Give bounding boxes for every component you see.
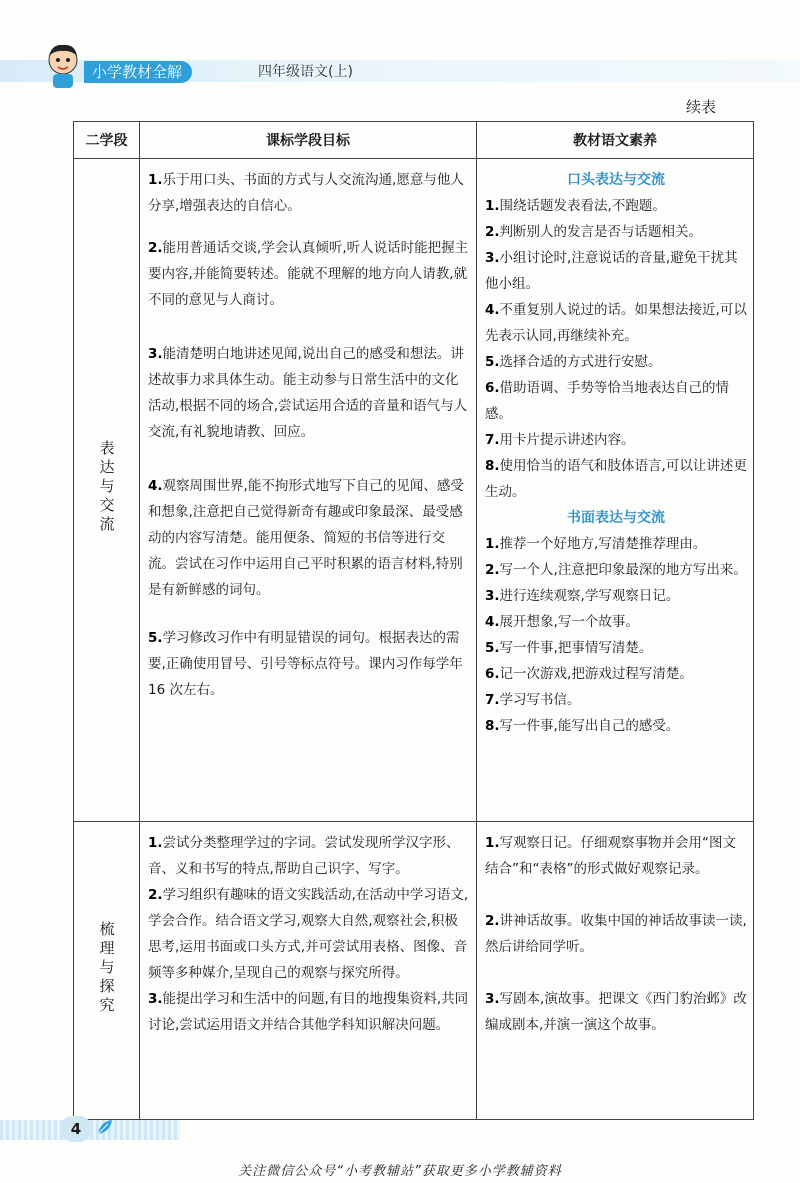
goal-item: 2.学习组织有趣味的语文实践活动,在活动中学习语文,学会合作。结合语文学习,观察大自然,观察社会,积极思考,运用书面或口头方式,并可尝试用表格、图像、音频等多种媒介,呈现自己的观察与探究所得。 (148, 887, 469, 981)
literacy-item: 7.学习写书信。 (485, 692, 581, 708)
goals-cell (140, 822, 477, 1120)
oral-subheading: 口头表达与交流 (567, 172, 665, 188)
col-stage-header: 二学段 (74, 122, 140, 159)
literacy-item: 1.围绕话题发表看法,不跑题。 (485, 198, 666, 214)
goal-item: 3.能提出学习和生活中的问题,有目的地搜集资料,共同讨论,尝试运用语文并结合其他学科知识解决问题。 (148, 991, 469, 1033)
goals-cell (140, 159, 477, 822)
stage-label: 表达与交流 (97, 440, 116, 535)
literacy-item: 5.写一件事,把事情写清楚。 (485, 640, 653, 656)
literacy-item: 8.写一件事,能写出自己的感受。 (485, 718, 680, 734)
stage-label: 梳理与探究 (97, 920, 116, 1016)
literacy-item: 4.展开想象,写一个故事。 (485, 614, 639, 630)
literacy-cell (477, 822, 754, 1120)
goal-item: 3.能清楚明白地讲述见闻,说出自己的感受和想法。讲述故事力求具体生动。能主动参与日常生活中的文化活动,根据不同的场合,尝试运用合适的音量和语气与人交流,有礼貌地请教、回应。 (148, 346, 468, 440)
table-header-row (74, 122, 754, 159)
goal-item: 1.尝试分类整理学过的字词。尝试发现所学汉字形、音、义和书写的特点,帮助自己识字、写字。 (148, 835, 460, 877)
goal-item: 2.能用普通话交谈,学会认真倾听,听人说话时能把握主要内容,并能简要转述。能就不理解的地方向人请教,就不同的意见与人商讨。 (148, 240, 469, 308)
stage-cell-expression (74, 159, 140, 822)
literacy-item: 6.借助语调、手势等恰当地表达自己的情感。 (485, 380, 730, 422)
brand-title: 小学教材全解 (84, 61, 192, 83)
continued-label: 续表 (686, 98, 717, 116)
table-row (74, 159, 754, 822)
col-goals-header: 课标学段目标 (140, 122, 477, 159)
stage-cell-exploration (74, 822, 140, 1120)
leaf-icon (96, 1118, 114, 1136)
table-row (74, 822, 754, 1120)
literacy-item: 8.使用恰当的语气和肢体语言,可以让讲述更生动。 (485, 458, 747, 500)
literacy-cell (477, 159, 754, 822)
literacy-item: 3.写剧本,演故事。把课文《西门豹治邺》改编成剧本,并演一演这个故事。 (485, 991, 747, 1033)
written-subheading: 书面表达与交流 (567, 510, 665, 526)
literacy-item: 6.记一次游戏,把游戏过程写清楚。 (485, 666, 693, 682)
literacy-item: 2.讲神话故事。收集中国的神话故事读一读,然后讲给同学听。 (485, 913, 747, 955)
literacy-item: 5.选择合适的方式进行安慰。 (485, 354, 662, 370)
col-literacy-header: 教材语文素养 (477, 122, 754, 159)
literacy-item: 1.写观察日记。仔细观察事物并会用“图文结合”和“表格”的形式做好观察记录。 (485, 835, 737, 877)
mascot-icon (38, 40, 88, 90)
literacy-item: 7.用卡片提示讲述内容。 (485, 432, 635, 448)
curriculum-table (73, 121, 754, 1120)
literacy-item: 4.不重复别人说过的话。如果想法接近,可以先表示认同,再继续补充。 (485, 302, 747, 344)
literacy-item: 3.小组讨论时,注意说话的音量,避免干扰其他小组。 (485, 250, 738, 292)
page-number: 4 (60, 1116, 92, 1142)
literacy-item: 2.写一个人,注意把印象最深的地方写出来。 (485, 562, 747, 578)
goal-item: 5.学习修改习作中有明显错误的词句。根据表达的需要,正确使用冒号、引号等标点符号。课内习作每学年 16 次左右。 (148, 630, 463, 698)
literacy-item: 2.判断别人的发言是否与话题相关。 (485, 224, 703, 240)
subject-title: 四年级语文(上) (258, 64, 353, 80)
literacy-item: 3.进行连续观察,学写观察日记。 (485, 588, 680, 604)
goal-item: 4.观察周围世界,能不拘形式地写下自己的见闻、感受和想象,注意把自己觉得新奇有趣或印象最深、最受感动的内容写清楚。能用便条、简短的书信等进行交流。尝试在习作中运用自己平时积累的语言材料,特别是有新鲜感的词句。 (148, 478, 464, 598)
literacy-item: 1.推荐一个好地方,写清楚推荐理由。 (485, 536, 707, 552)
goal-item: 1.乐于用口头、书面的方式与人交流沟通,愿意与他人分享,增强表达的自信心。 (148, 172, 464, 214)
footer-notice: 关注微信公众号“小考教辅站”获取更多小学教辅资料 (238, 1164, 562, 1179)
